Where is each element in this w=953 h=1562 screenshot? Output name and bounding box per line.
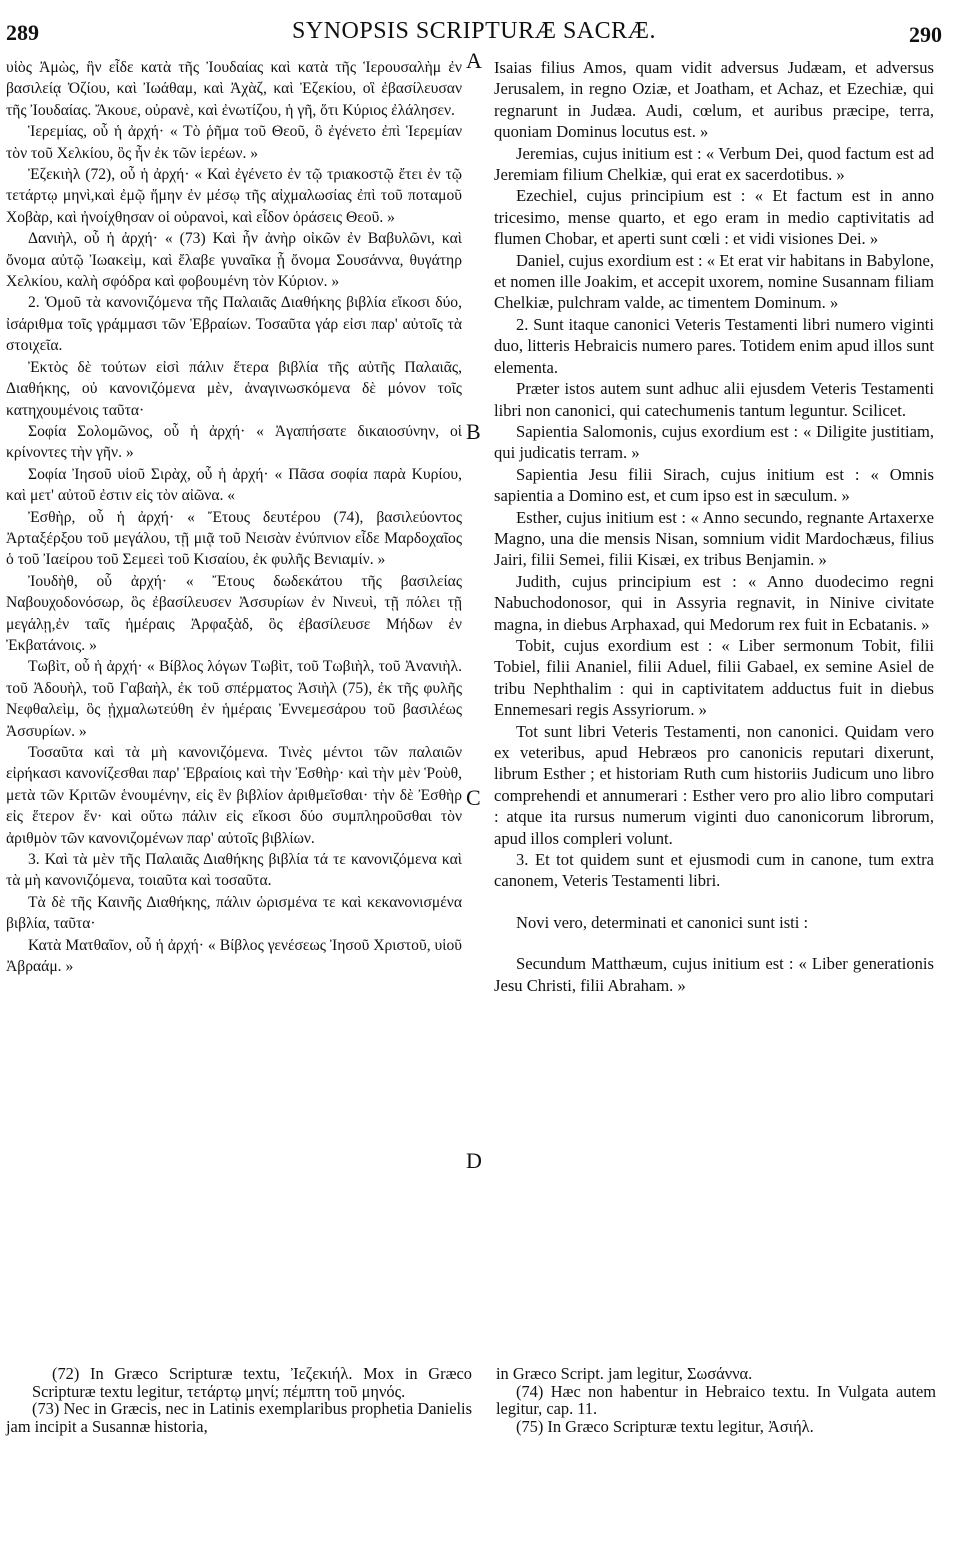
greek-paragraph: Σοφία Σολομῶνος, οὗ ἡ ἀρχή· « Ἀγαπήσατε δικαιοσύνην, οἱ κρίνοντες τὴν γῆν. » — [6, 422, 462, 462]
latin-paragraph: Præter istos autem sunt adhuc alii ejusdem Veteris Testamenti libri non canonici, qui catechumenis tantum leguntur. Scilicet. — [494, 379, 934, 420]
latin-paragraph: Isaias filius Amos, quam vidit adversus Judæam, et adversus Jerusalem, in regno Oziæ, et Joatham, et Achaz, et Ezechiæ, qui regnarunt in Judæa. Audi, cœlum, et auribus præcipe, terra, quoniam Dominus locutus est. » — [494, 58, 934, 142]
footnote: (73) Nec in Græcis, nec in Latinis exemplaribus prophetia Danielis jam incipit a Susannæ historia, — [6, 1399, 472, 1436]
latin-paragraph: Tobit, cujus exordium est : « Liber sermonum Tobit, filii Tobiel, filii Ananiel, filii Aduel, filii Gabael, ex semine Asiel de tribu Nephthalim : qui in captivitatem adductus fuit in diebus Ennemesari regis Assyriorum. » — [494, 635, 934, 720]
margin-marker-d: D — [466, 1148, 482, 1173]
greek-paragraph: 3. Καὶ τὰ μὲν τῆς Παλαιᾶς Διαθήκης βιβλία τά τε κανονιζόμενα καὶ τὰ μὴ κανονιζόμενα, τοιαῦτα καὶ τοσαῦτα. — [6, 851, 462, 890]
greek-paragraph: Ἐσθὴρ, οὗ ἡ ἀρχή· « Ἔτους δευτέρου (74), βασιλεύοντος Ἀρταξέρξου τοῦ μεγάλου, τῇ μιᾷ τοῦ Νεισὰν ἐνύπνιον εἶδε Μαρδοχαῖος ὁ τοῦ Ἰαείρου τοῦ Σεμεεὶ τοῦ Κισαίου, ἐκ φυλῆς Βενιαμίν. » — [6, 508, 462, 569]
footnote: (75) In Græco Scripturæ textu legitur, Ἀσιήλ. — [516, 1416, 814, 1436]
greek-paragraph: Τοσαῦτα καὶ τὰ μὴ κανονιζόμενα. Τινὲς μέντοι τῶν παλαιῶν εἰρήκασι κανονίζεσθαι παρ' Ἑβραίοις καὶ τὴν Ἐσθὴρ· καὶ τὴν μὲν Ῥοὺθ, μετὰ τῶν Κριτῶν ἑνουμένην, εἰς ἓν βιβλίον ἀριθμεῖσθαι· τὴν δὲ Ἐσθὴρ εἰς ἕτερον ἕν· καὶ οὕτω πάλιν εἰς εἴκοσι δύο συμπληροῦσθαι τὸν ἀριθμὸν τῶν κανονιζομένων παρ' αὐτοῖς βιβλίων. — [6, 744, 462, 847]
footnotes-left — [6, 1364, 472, 1436]
latin-paragraph: 2. Sunt itaque canonici Veteris Testamenti libri numero viginti duo, litteris Hebraicis numero pares. Totidem enim apud illos sunt elementa. — [494, 314, 934, 377]
margin-marker-a: A — [466, 48, 482, 73]
latin-paragraph: 3. Et tot quidem sunt et ejusmodi cum in canone, tum extra canonem, Veteris Testamenti libri. — [494, 850, 934, 891]
greek-paragraph: 2. Ὁμοῦ τὰ κανονιζόμενα τῆς Παλαιᾶς Διαθήκης βιβλία εἴκοσι δύο, ἰσάριθμα τοῖς γράμμασι τῶν Ἑβραίων. Τοσαῦτα γάρ εἰσι παρ' αὐτοῖς τὰ στοιχεῖα. — [6, 294, 462, 355]
latin-paragraph: Ezechiel, cujus principium est : « Et factum est in anno tricesimo, mense quarto, et ego eram in medio captivitatis ad flumen Chobar, et aperti sunt cœli : et vidi visiones Dei. » — [494, 186, 934, 249]
page-header — [6, 16, 942, 52]
latin-paragraph: Esther, cujus initium est : « Anno secundo, regnante Artaxerxe Magno, una die mensis Nisan, somnium vidit Mardochæus, filius Jairi, filii Semei, filii Kisæi, ex tribus Benjamin. » — [494, 507, 934, 570]
greek-paragraph: Σοφία Ἰησοῦ υἱοῦ Σιρὰχ, οὗ ἡ ἀρχή· « Πᾶσα σοφία παρὰ Κυρίου, καὶ μετ' αὐτοῦ ἐστιν εἰς τὸν αἰῶνα. « — [6, 465, 462, 505]
latin-paragraph: Judith, cujus principium est : « Anno duodecimo regni Nabuchodonosor, qui in Assyria regnavit, in Ninive civitate magna, in diebus Arphaxad, qui Medorum rex fuit in Ecbatanis. » — [494, 571, 934, 634]
greek-paragraph: Τὰ δὲ τῆς Καινῆς Διαθήκης, πάλιν ὡρισμένα τε καὶ κεκανονισμένα βιβλία, ταῦτα· — [6, 893, 462, 933]
latin-paragraph: Jeremias, cujus initium est : « Verbum Dei, quod factum est ad Jeremiam filium Chelkiæ, qui erat ex sacerdotibus. » — [494, 143, 934, 185]
greek-paragraph: Ἱερεμίας, οὗ ἡ ἀρχή· « Τὸ ῥῆμα τοῦ Θεοῦ, ὃ ἐγένετο ἐπὶ Ἱερεμίαν τὸν τοῦ Χελκίου, ὃς ἦν ἐκ τῶν ἱερέων. » — [6, 123, 462, 162]
page-number-left: 289 — [6, 20, 39, 45]
footnote: in Græco Script. jam legitur, Σωσάννα. — [496, 1364, 753, 1383]
running-title: SYNOPSIS SCRIPTURÆ SACRÆ. — [292, 18, 656, 44]
greek-paragraph: Ἰουδὴθ, οὗ ἀρχή· « Ἔτους δωδεκάτου τῆς βασιλείας Ναβουχοδονόσωρ, ὃς ἐβασίλευσεν Ἀσσυρίων ἐν Νινευὶ, τῇ πόλει τῇ μεγάλῃ,ἐν ταῖς ἡμέραις Ἀρφαξὰδ, ὃς ἐβασίλευσε Μήδων ἐν Ἐκβατάνοις. » — [6, 572, 462, 654]
latin-paragraph: Novi vero, determinati et canonici sunt isti : — [516, 912, 809, 932]
latin-paragraph: Daniel, cujus exordium est : « Et erat vir habitans in Babylone, et nomen ille Joakim, et accepit uxorem, nomine Susannam filiam Chelkiæ, pulchram valde, ac timentem Dominum. » — [494, 250, 934, 313]
footnotes-right — [496, 1365, 936, 1435]
greek-paragraph: Τωβὶτ, οὗ ἡ ἀρχή· « Βίβλος λόγων Τωβὶτ, τοῦ Τωβιὴλ, τοῦ Ἀνανιὴλ. τοῦ Ἀδουὴλ, τοῦ Γαβαὴλ, ἐκ τοῦ σπέρματος Ἀσιὴλ (75), ἐκ τῆς φυλῆς Νεφθαλεὶμ, ὃς ᾐχμαλωτεύθη ἐν ἡμέραις Ἐννεμεσάρου τοῦ βασιλέως Ἀσσυρίων. » — [6, 658, 462, 740]
page-number-right: 290 — [909, 22, 942, 47]
greek-paragraph: Ἐζεκιὴλ (72), οὗ ἡ ἀρχή· « Καὶ ἐγένετο ἐν τῷ τριακοστῷ ἔτει ἐν τῷ τετάρτῳ μηνὶ,καὶ ἐμῷ ἤμην ἐν μέσῳ τῆς αἰχμαλωσίας ἐπὶ τοῦ ποταμοῦ Χοβὰρ, καὶ ἠνοίχθησαν οἱ οὐρανοὶ, καὶ εἶδον ὁράσεις Θεοῦ. » — [6, 166, 462, 226]
margin-marker-c: C — [466, 785, 481, 810]
margin-marker-b: B — [466, 419, 481, 444]
footnote: (74) Hæc non habentur in Hebraico textu. In Vulgata autem legitur, cap. 11. — [496, 1381, 936, 1419]
greek-paragraph: Κατὰ Ματθαῖον, οὗ ἡ ἀρχή· « Βίβλος γενέσεως Ἰησοῦ Χριστοῦ, υἱοῦ Ἀβραάμ. » — [6, 936, 462, 976]
footnote: (72) In Græco Scripturæ textu, Ἰεζεκιήλ. Mox in Græco Scripturæ textu legitur, τετάρτῳ μηνί; πέμπτη τοῦ μηνός. — [32, 1364, 472, 1401]
latin-paragraph: Tot sunt libri Veteris Testamenti, non canonici. Quidam vero ex veteribus, apud Hebræos pro canonicis reputari dixerunt, librum Esther ; et historiam Ruth cum historiis Judicum uno libro comprehendi et annumerari : Esther vero pro alio libro computari : atque ita rursus numerum viginti duo canonicorum librorum, apud illos compleri volunt. — [494, 721, 934, 848]
latin-paragraph: Sapientia Salomonis, cujus exordium est : « Diligite justitiam, qui judicatis terram. » — [494, 421, 934, 463]
latin-paragraph: Sapientia Jesu filii Sirach, cujus initium est : « Omnis sapientia a Domino est, et cum ipso est in sæculum. » — [494, 464, 934, 506]
greek-column — [6, 57, 462, 977]
greek-paragraph: Δανιὴλ, οὗ ἡ ἀρχή· « (73) Καὶ ἦν ἀνὴρ οἰκῶν ἐν Βαβυλῶνι, καὶ ὄνομα αὐτῷ Ἰωακεὶμ, καὶ ἔλαβε γυναῖκα ᾗ ὄνομα Σουσάννα, θυγάτηρ Χελκίου, καλὴ σφόδρα καὶ φοβουμένη τὸν Κύριον. » — [6, 230, 462, 291]
greek-paragraph: υἱὸς Ἀμὼς, ἣν εἶδε κατὰ τῆς Ἰουδαίας καὶ κατὰ τῆς Ἱερουσαλὴμ ἐν βασιλείᾳ Ὀζίου, καὶ Ἰωάθαμ, καὶ Ἀχὰζ, καὶ Ἐζεκίου, οἳ ἐβασίλευσαν τῆς Ἰουδαίας. Ἄκουε, οὐρανὲ, καὶ ἐνωτίζου, ἡ γῆ, ὅτι Κύριος ἐλάλησεν. — [6, 59, 462, 119]
latin-paragraph: Secundum Matthæum, cujus initium est : « Liber generationis Jesu Christi, filii Abraham. » — [494, 954, 934, 995]
latin-column — [494, 57, 934, 996]
greek-paragraph: Ἐκτὸς δὲ τούτων εἰσὶ πάλιν ἕτερα βιβλία τῆς αὐτῆς Παλαιᾶς, Διαθήκης, οὐ κανονιζόμενα μὲν, ἀναγινωσκόμενα δὲ μόνον τοῖς κατηχουμένοις ταῦτα· — [6, 358, 462, 419]
